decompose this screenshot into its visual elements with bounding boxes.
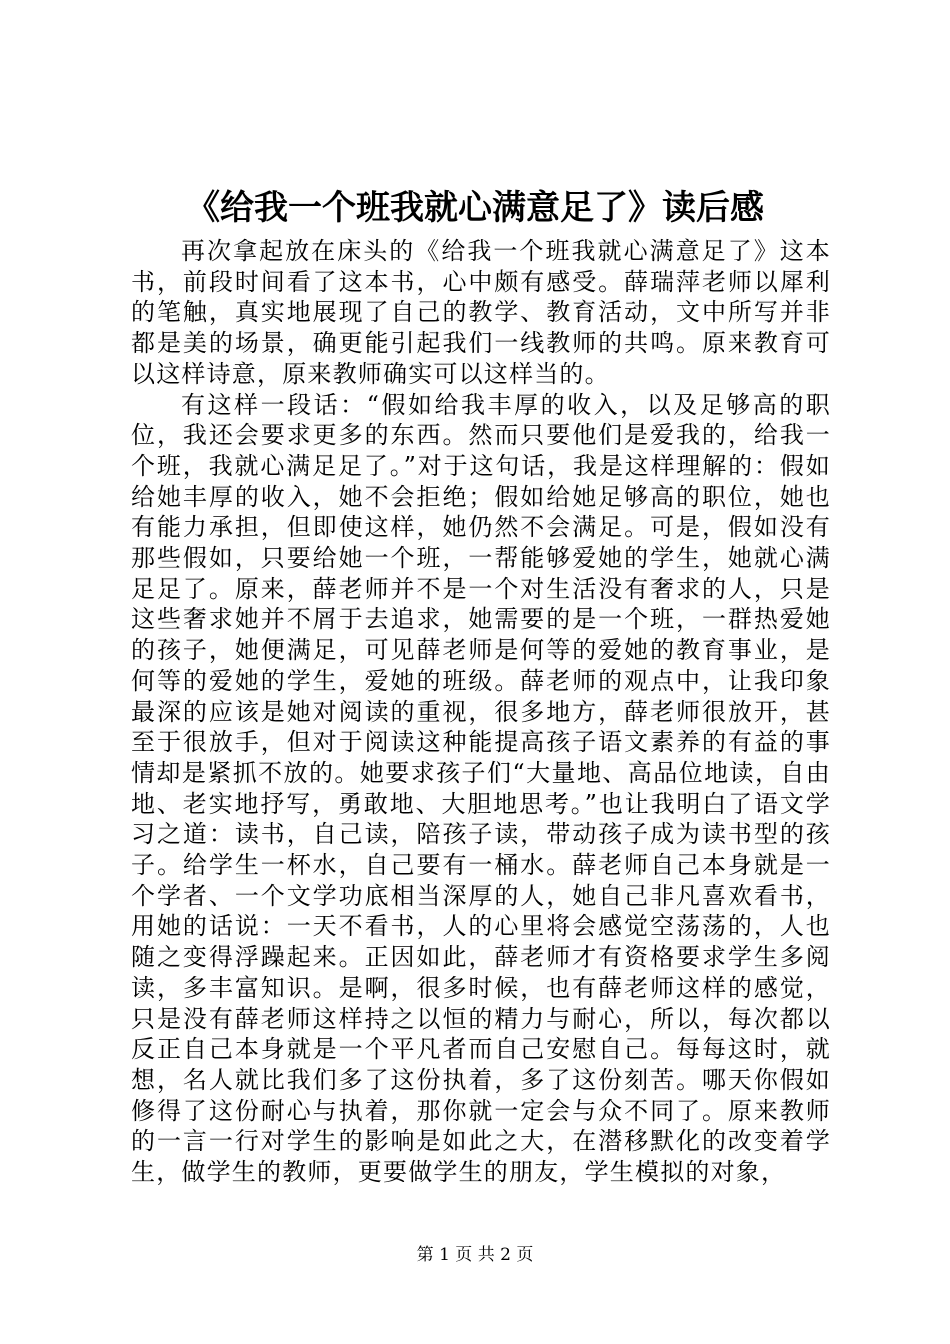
- document-title: 《给我一个班我就心满意足了》读后感: [186, 188, 764, 228]
- document-body: [131, 236, 831, 1188]
- paragraph-2: 有这样一段话：“假如给我丰厚的收入，以及足够高的职位，我还会要求更多的东西。然而只要他们是爱我的，给我一个班，我就心满足足了。”对于这句话，我是这样理解的：假如给她丰厚的收入，她不会拒绝；假如给她足够高的职位，她也有能力承担，但即使这样，她仍然不会满足。可是，假如没有那些假如，只要给她一个班，一帮能够爱她的学生，她就心满足足了。原来，薛老师并不是一个对生活没有奢求的人，只是这些奢求她并不屑于去追求，她需要的是一个班，一群热爱她的孩子，她便满足，可见薛老师是何等的爱她的教育事业，是何等的爱她的学生，爱她的班级。薛老师的观点中，让我印象最深的应该是她对阅读的重视，很多地方，薛老师很放开，甚至于很放手，但对于阅读这种能提高孩子语文素养的有益的事情却是紧抓不放的。她要求孩子们“大量地、高品位地读，自由地、老实地抒写，勇敢地、大胆地思考。”也让我明白了语文学习之道：读书，自己读，陪孩子读，带动孩子成为读书型的孩子。给学生一杯水，自己要有一桶水。薛老师自己本身就是一个学者、一个文学功底相当深厚的人，她自己非凡喜欢看书，用她的话说：一天不看书，人的心里将会感觉空荡荡的，人也随之变得浮躁起来。正因如此，薛老师才有资格要求学生多阅读，多丰富知识。是啊，很多时候，也有薛老师这样的感觉，只是没有薛老师这样持之以恒的精力与耐心，所以，每次都以反正自己本身就是一个平凡者而自己安慰自己。每每这时，就想，名人就比我们多了这份执着，多了这份刻苦。哪天你假如修得了这份耐心与执着，那你就一定会与众不同了。原来教师的一言一行对学生的影响是如此之大，在潜移默化的改变着学生，做学生的教师，更要做学生的朋友，学生模拟的对象，: [131, 390, 831, 1187]
- page-number-footer: 第 1 页 共 2 页: [416, 1245, 534, 1265]
- paragraph-1: 再次拿起放在床头的《给我一个班我就心满意足了》这本书，前段时间看了这本书，心中颇有感受。薛瑞萍老师以犀利的笔触，真实地展现了自己的教学、教育活动，文中所写并非都是美的场景，确更能引起我们一线教师的共鸣。原来教育可以这样诗意，原来教师确实可以这样当的。: [131, 237, 831, 388]
